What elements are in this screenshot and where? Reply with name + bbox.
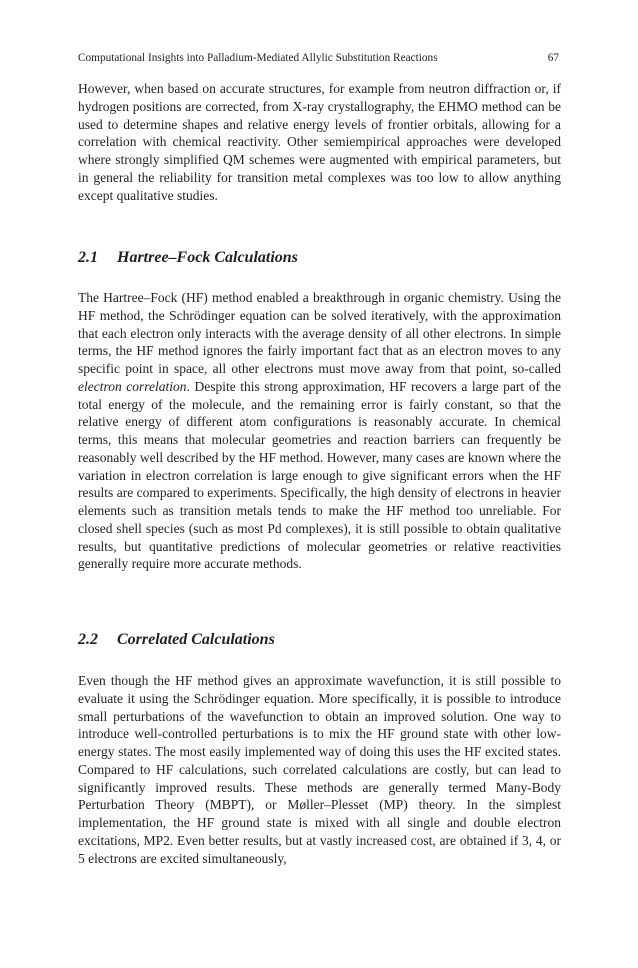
- section-heading-hartree-fock: [78, 248, 561, 268]
- section-title: Correlated Calculations: [117, 631, 275, 648]
- correlated-paragraph: Even though the HF method gives an approximate wavefunction, it is still possible to evaluate it using the Schrödinger equation. More specifically, it is possible to introduce small perturbations of the wavefunction to obtain an improved solution. One way to introduce well-controlled perturbations is to mix the HF ground state with other low-energy states. The most easily implemented way of doing this uses the HF excited states. Compared to HF calculations, such correlated calculations are costly, but can lead to significantly improved results. These methods are generally termed Many-Body Perturbation Theory (MBPT), or Møller–Plesset (MP) theory. In the simplest implementation, the HF ground state is mixed with all single and double electron excitations, MP2. Even better results, but at vastly increased cost, are obtained if 3, 4, or 5 electrons are excited simultaneously,: [78, 673, 561, 866]
- running-head-title: Computational Insights into Palladium-Mediated Allylic Substitution Reactions: [78, 52, 438, 64]
- paragraph-text: The Hartree–Fock (HF) method enabled a breakthrough in organic chemistry. Using the HF method, the Schrödinger equation can be solved iteratively, with the approximation that each electron only interacts with the average density of all other electrons. In simple terms, the HF method ignores the fairly important fact that as an electron moves to any specific point in space, all other electrons must move away from that point, so-called: [78, 290, 561, 376]
- section-title: Hartree–Fock Calculations: [117, 249, 298, 266]
- section-number: 2.1: [78, 249, 98, 266]
- hartree-fock-paragraph: [78, 289, 561, 573]
- page-number: 67: [547, 52, 559, 64]
- intro-paragraph: However, when based on accurate structures, for example from neutron diffraction or, if hydrogen positions are corrected, from X-ray crystallography, the EHMO method can be used to determine shapes and relative energy levels of frontier orbitals, allowing for a correlation with chemical reactivity. Other semiempirical approaches were developed where strongly simplified QM schemes were augmented with empirical parameters, but in general the reliability for transition metal complexes was too low to allow anything except qualitative studies.: [78, 81, 561, 203]
- paragraph-text: . Despite this strong approximation, HF recovers a large part of the total energy of the molecule, and the remaining error is fairly constant, so that the relative energy of different atom configurations is reasonably accurate. In chemical terms, this means that molecular geometries and reaction barriers can frequently be reasonably well described by the HF method. However, many cases are known where the variation in electron correlation is large enough to give significant errors when the HF results are compared to experiments. Specifically, the high density of electrons in heavier elements such as transition metals tends to make the HF method too unreliable. For closed shell species (such as most Pd complexes), it is still possible to obtain qualitative results, but quantitative predictions of molecular geometries or relative reactivities generally require more accurate methods.: [78, 378, 561, 572]
- italic-term: electron correlation: [78, 378, 187, 394]
- section-number: 2.2: [78, 631, 98, 648]
- section-heading-correlated: [78, 630, 561, 650]
